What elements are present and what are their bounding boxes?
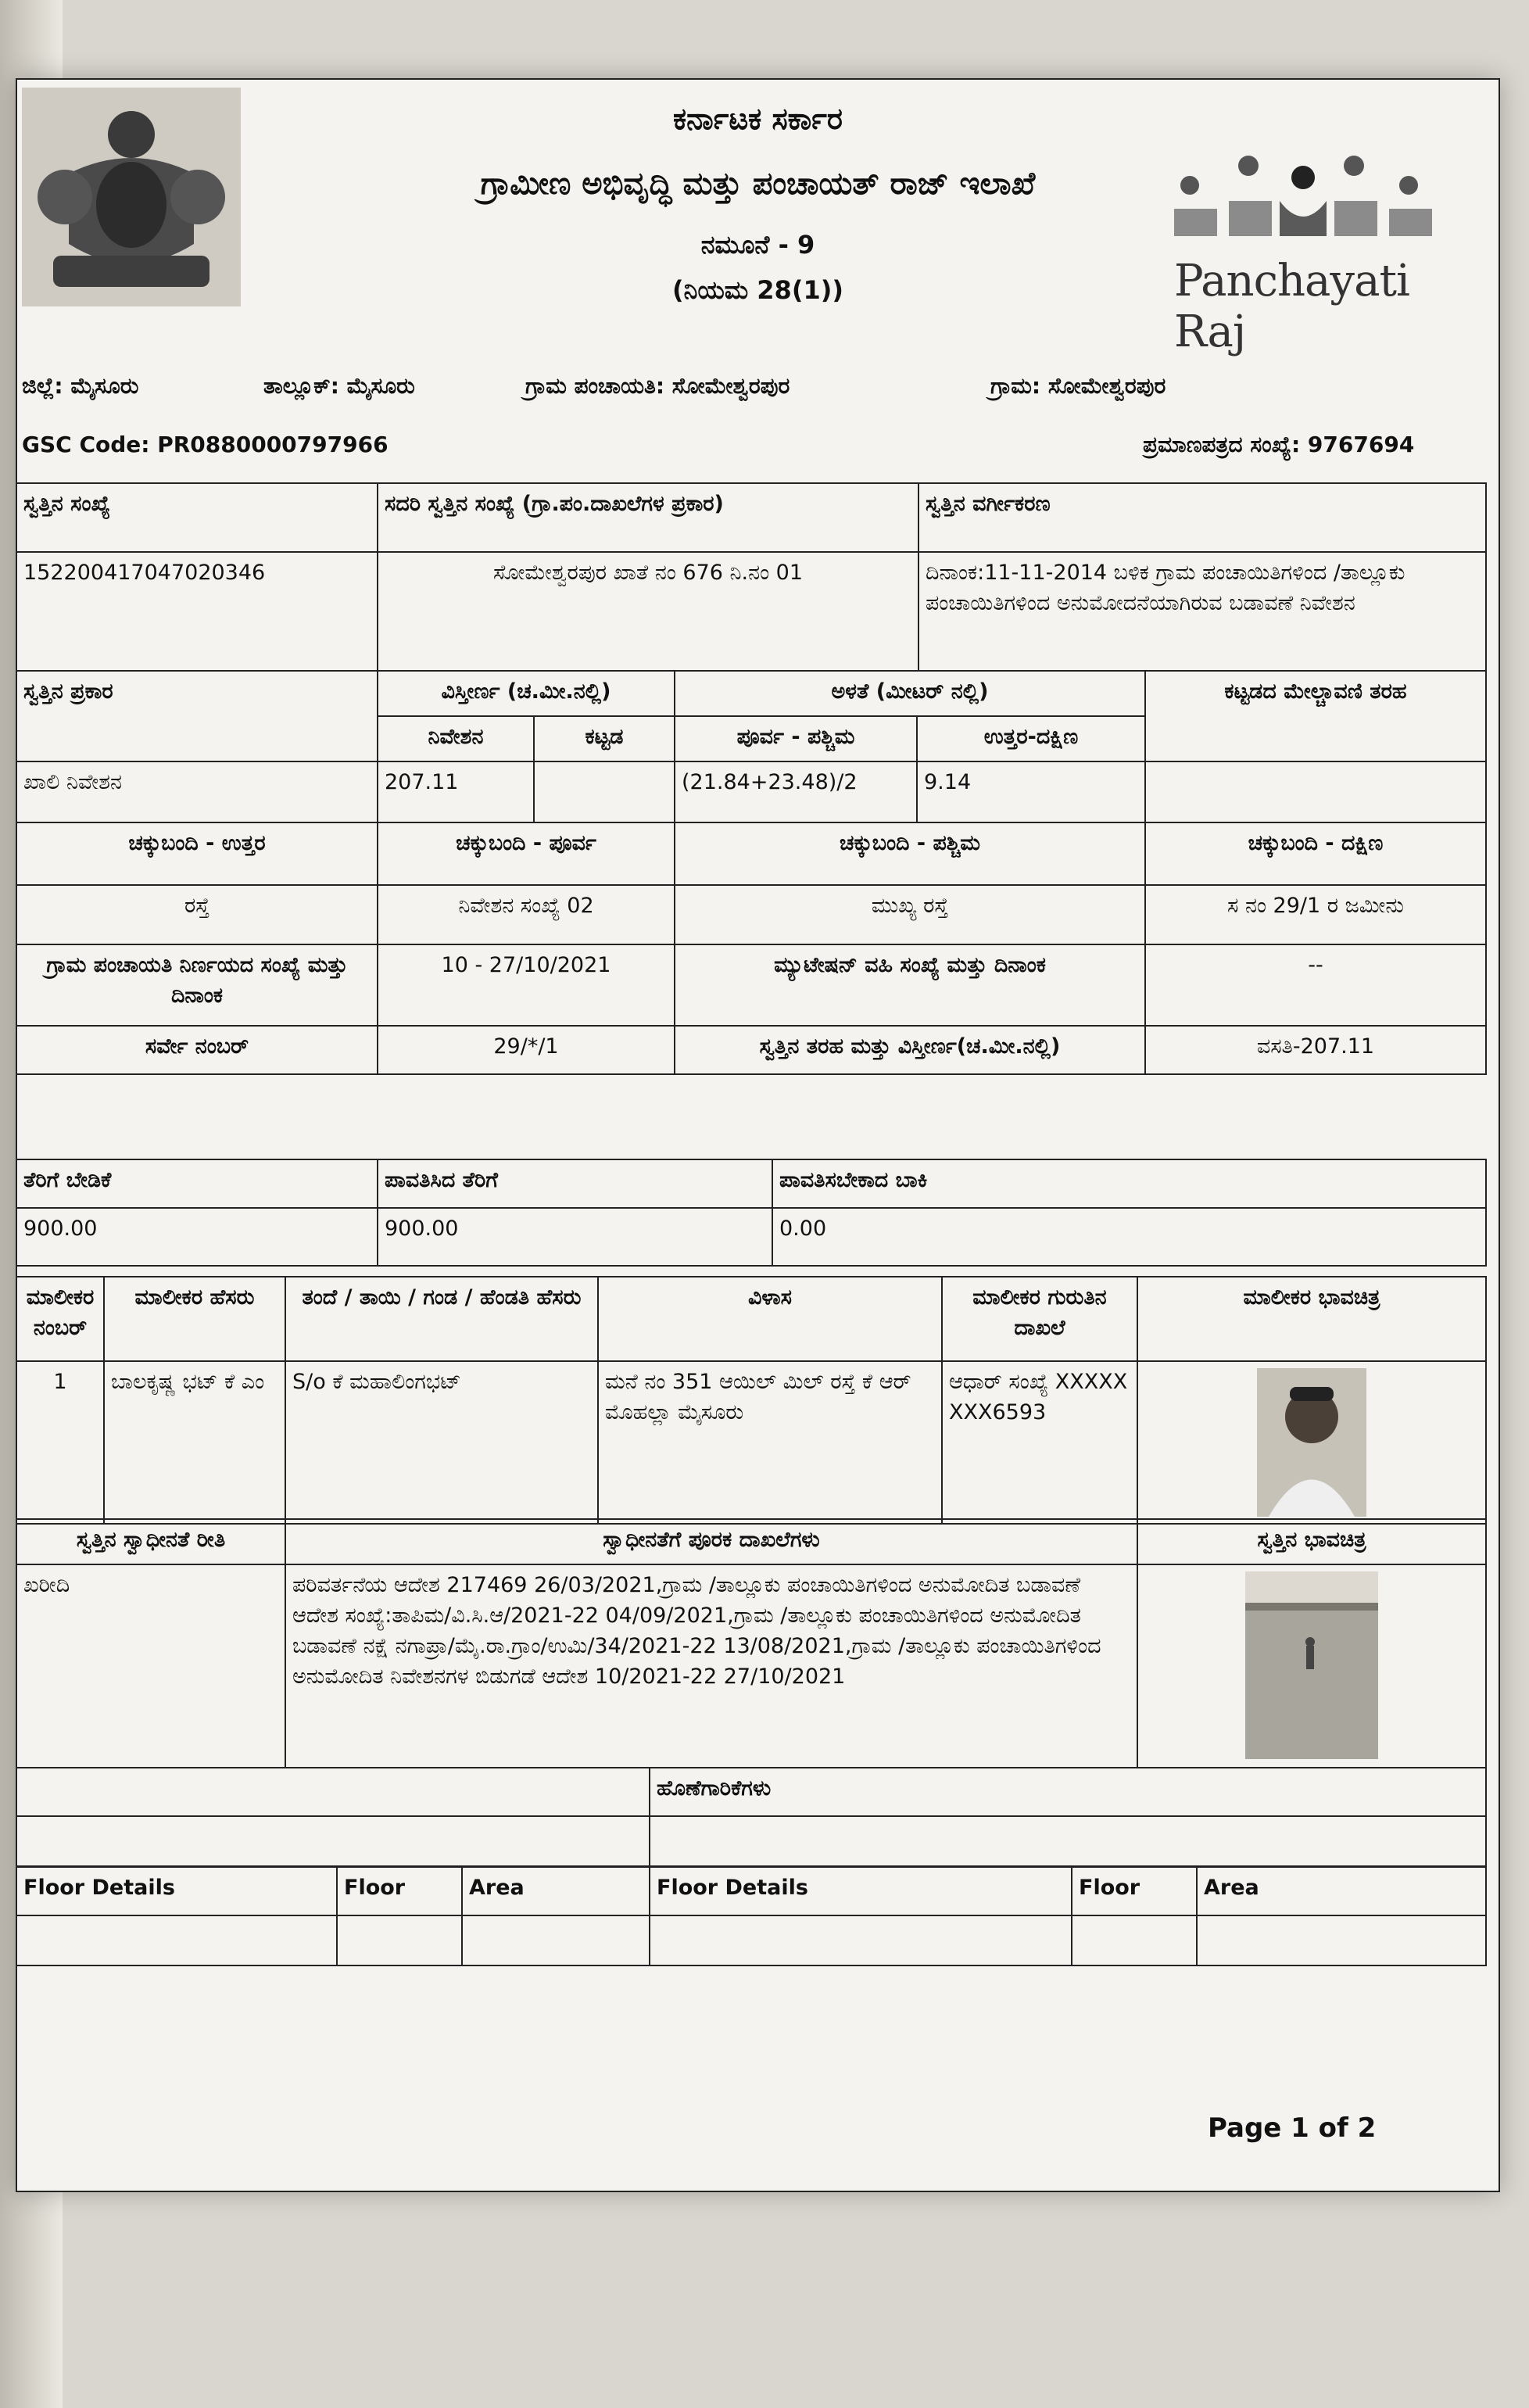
h-north-south: ಉತ್ತರ-ದಕ್ಷಿಣ [917, 716, 1145, 761]
h-area: ವಿಸ್ತೀರ್ಣ (ಚ.ಮೀ.ನಲ್ಲಿ) [378, 671, 675, 716]
h-property-no: ಸ್ವತ್ತಿನ ಸಂಖ್ಯೆ [16, 483, 378, 552]
gp-resolution: 10 - 27/10/2021 [378, 944, 675, 1026]
village: ಗ್ರಾಮ: ಸೋಮೇಶ್ವರಪುರ [990, 373, 1166, 399]
building-area [534, 761, 675, 822]
tax-table [16, 1159, 1487, 1267]
site-area: 207.11 [378, 761, 534, 822]
ownership-method: ಖರೀದಿ [16, 1564, 285, 1768]
district: ಜಿಲ್ಲೆ: ಮೈಸೂರು [22, 373, 139, 399]
area-right [1197, 1915, 1486, 1965]
id-doc: ಆಧಾರ್ ಸಂಖ್ಯೆ XXXXXXXX6593 [942, 1361, 1137, 1524]
gram-panchayat: ಗ್ರಾಮ ಪಂಚಾಯತಿ: ಸೋಮೇಶ್ವರಪುರ [525, 373, 790, 399]
floor-details-left [16, 1915, 337, 1965]
boundary-east: ನಿವೇಶನ ಸಂಖ್ಯೆ 02 [378, 885, 675, 944]
h-area-left: Area [462, 1867, 650, 1915]
tax-due: 0.00 [772, 1208, 1486, 1266]
h-tax-paid: ಪಾವತಿಸಿದ ತೆರಿಗೆ [378, 1159, 772, 1208]
boundary-south: ಸ ನಂ 29/1 ರ ಜಮೀನು [1145, 885, 1486, 944]
h-east-west: ಪೂರ್ವ - ಪಶ್ಚಿಮ [675, 716, 917, 761]
dimensions-table [16, 670, 1487, 1075]
h-liabilities: ಹೊಣೆಗಾರಿಕೆಗಳು [650, 1768, 1486, 1816]
type-area: ವಸತಿ-207.11 [1145, 1026, 1486, 1074]
liabilities-table [16, 1767, 1487, 1867]
h-type: ಸ್ವತ್ತಿನ ಪ್ರಕಾರ [16, 671, 378, 761]
certificate-number: ಪ್ರಮಾಣಪತ್ರದ ಸಂಖ್ಯೆ: 9767694 [1143, 432, 1415, 457]
h-property-photo: ಸ್ವತ್ತಿನ ಭಾವಚಿತ್ರ [1137, 1519, 1486, 1564]
rule-reference: (ನಿಯಮ 28(1)) [672, 275, 843, 305]
department-title: ಗ್ರಾಮೀಣ ಅಭಿವೃದ್ಧಿ ಮತ್ತು ಪಂಚಾಯತ್ ರಾಜ್ ಇಲಾಖೆ [480, 166, 1036, 202]
gsc-code: GSC Code: PR0880000797966 [22, 432, 389, 457]
h-relation: ತಂದೆ / ತಾಯಿ / ಗಂಡ / ಹೆಂಡತಿ ಹೆಸರು [285, 1277, 598, 1361]
logo-text: Panchayati Raj [1174, 256, 1409, 357]
east-west: (21.84+23.48)/2 [675, 761, 917, 822]
liabilities-value [650, 1816, 1486, 1866]
mutation: -- [1145, 944, 1486, 1026]
h-east: ಚಕ್ಕುಬಂದಿ - ಪೂರ್ವ [378, 822, 675, 885]
liabilities-left-value [16, 1816, 650, 1866]
h-floor-right: Floor [1072, 1867, 1197, 1915]
said-property-no: ಸೋಮೇಶ್ವರಪುರ ಖಾತೆ ನಂ 676 ನಿ.ನಂ 01 [378, 552, 918, 671]
h-mutation: ಮ್ಯುಟೇಷನ್ ವಹಿ ಸಂಖ್ಯೆ ಮತ್ತು ದಿನಾಂಕ [675, 944, 1145, 1026]
page-number: Page 1 of 2 [1208, 2112, 1377, 2144]
h-site: ನಿವೇಶನ [378, 716, 534, 761]
h-tax-demand: ತೆರಿಗೆ ಬೇಡಿಕೆ [16, 1159, 378, 1208]
owner-name: ಬಾಲಕೃಷ್ಣ ಭಟ್ ಕೆ ಎಂ [104, 1361, 285, 1524]
tax-paid: 900.00 [378, 1208, 772, 1266]
floor-left [337, 1915, 462, 1965]
h-gp-resolution: ಗ್ರಾಮ ಪಂಚಾಯತಿ ನಿರ್ಣಯದ ಸಂಖ್ಯೆ ಮತ್ತು ದಿನಾಂಕ [16, 944, 378, 1026]
owner-photo [1257, 1368, 1366, 1517]
h-survey: ಸರ್ವೇ ನಂಬರ್ [16, 1026, 378, 1074]
h-west: ಚಕ್ಕುಬಂದಿ - ಪಶ್ಚಿಮ [675, 822, 1145, 885]
owner-photo-cell [1137, 1361, 1486, 1524]
h-south: ಚಕ್ಕುಬಂದಿ - ದಕ್ಷಿಣ [1145, 822, 1486, 885]
land-photo-icon [1245, 1571, 1378, 1759]
people-icon [1155, 111, 1452, 252]
h-tax-due: ಪಾವತಿಸಬೇಕಾದ ಬಾಕಿ [772, 1159, 1486, 1208]
floor-details-right [650, 1915, 1072, 1965]
boundary-west: ಮುಖ್ಯ ರಸ್ತೆ [675, 885, 1145, 944]
h-owner-photo: ಮಾಲೀಕರ ಭಾವಚಿತ್ರ [1137, 1277, 1486, 1361]
h-classification: ಸ್ವತ್ತಿನ ವರ್ಗೀಕರಣ [918, 483, 1486, 552]
h-type-area: ಸ್ವತ್ತಿನ ತರಹ ಮತ್ತು ವಿಸ್ತೀರ್ಣ(ಚ.ಮೀ.ನಲ್ಲಿ) [675, 1026, 1145, 1074]
property-type: ಖಾಲಿ ನಿವೇಶನ [16, 761, 378, 822]
h-floor-details-left: Floor Details [16, 1867, 337, 1915]
north-south: 9.14 [917, 761, 1145, 822]
form-number: ನಮೂನೆ - 9 [700, 230, 815, 260]
h-owner-no: ಮಾಲೀಕರ ನಂಬರ್ [16, 1277, 104, 1361]
property-table [16, 482, 1487, 672]
person-icon [1257, 1368, 1366, 1517]
h-floor-left: Floor [337, 1867, 462, 1915]
liabilities-blank [16, 1768, 650, 1816]
certificate-page [16, 78, 1500, 2192]
h-building: ಕಟ್ಟಡ [534, 716, 675, 761]
state-title: ಕರ್ನಾಟಕ ಸರ್ಕಾರ [673, 102, 843, 136]
ownership-table [16, 1518, 1487, 1768]
property-photo [1245, 1571, 1378, 1759]
classification: ದಿನಾಂಕ:11-11-2014 ಬಳಿಕ ಗ್ರಾಮ ಪಂಚಾಯಿತಿಗಳಿಂದ /ತಾಲ್ಲೂಕು ಪಂಚಾಯಿತಿಗಳಿಂದ ಅನುಮೋದನೆಯಾಗಿರುವ ಬಡಾವಣೆ ನಿವೇಶನ [918, 552, 1486, 671]
h-area-right: Area [1197, 1867, 1486, 1915]
h-owner-name: ಮಾಲೀಕರ ಹೆಸರು [104, 1277, 285, 1361]
roof-type [1145, 761, 1486, 822]
h-north: ಚಕ್ಕುಬಂದಿ - ಉತ್ತರ [16, 822, 378, 885]
address: ಮನೆ ನಂ 351 ಆಯಿಲ್ ಮಿಲ್ ರಸ್ತೆ ಕೆ ಆರ್ ಮೊಹಲ್ಲಾ ಮೈಸೂರು [598, 1361, 942, 1524]
h-address: ವಿಳಾಸ [598, 1277, 942, 1361]
area-left [462, 1915, 650, 1965]
survey-no: 29/*/1 [378, 1026, 675, 1074]
floor-table [16, 1866, 1487, 1966]
owner-table [16, 1276, 1487, 1525]
h-floor-details-right: Floor Details [650, 1867, 1072, 1915]
h-measure: ಅಳತೆ (ಮೀಟರ್ ನಲ್ಲಿ) [675, 671, 1145, 716]
property-no: 152200417047020346 [16, 552, 378, 671]
property-photo-cell [1137, 1564, 1486, 1768]
ownership-docs: ಪರಿವರ್ತನೆಯ ಆದೇಶ 217469 26/03/2021,ಗ್ರಾಮ /ತಾಲ್ಲೂಕು ಪಂಚಾಯಿತಿಗಳಿಂದ ಅನುಮೋದಿತ ಬಡಾವಣೆ ಆದೇಶ ಸಂಖ್ಯೆ:ತಾಪಿಮ/ವಿ.ಸಿ.ಆ/2021-22 04/09/2021,ಗ್ರಾಮ /ತಾಲ್ಲೂಕು ಪಂಚಾಯಿತಿಗಳಿಂದ ಅನುಮೋದಿತ ಬಡಾವಣೆ ನಕ್ಷೆ ನಗಾಪ್ರಾ/ಮೈ.ರಾ.ಗ್ರಾಂ/ಉಮಿ/34/2021-22 13/08/2021,ಗ್ರಾಮ /ತಾಲ್ಲೂಕು ಪಂಚಾಯಿತಿಗಳಿಂದ ಅನುಮೋದಿತ ನಿವೇಶನಗಳ ಬಿಡುಗಡೆ ಆದೇಶ 10/2021-22 27/10/2021 [285, 1564, 1137, 1768]
tax-demand: 900.00 [16, 1208, 378, 1266]
h-ownership-method: ಸ್ವತ್ತಿನ ಸ್ವಾಧೀನತೆ ರೀತಿ [16, 1519, 285, 1564]
h-ownership-docs: ಸ್ವಾಧೀನತೆಗೆ ಪೂರಕ ದಾಖಲೆಗಳು [285, 1519, 1137, 1564]
owner-no: 1 [16, 1361, 104, 1524]
panchayati-raj-logo [1155, 111, 1452, 357]
h-id-doc: ಮಾಲೀಕರ ಗುರುತಿನ ದಾಖಲೆ [942, 1277, 1137, 1361]
boundary-north: ರಸ್ತೆ [16, 885, 378, 944]
relation: S/o ಕೆ ಮಹಾಲಿಂಗಭಟ್ [285, 1361, 598, 1524]
h-roof: ಕಟ್ಟಡದ ಮೇಲ್ಚಾವಣಿ ತರಹ [1145, 671, 1486, 761]
h-said-property-no: ಸದರಿ ಸ್ವತ್ತಿನ ಸಂಖ್ಯೆ (ಗ್ರಾ.ಪಂ.ದಾಖಲೆಗಳ ಪ್ರಕಾರ) [378, 483, 918, 552]
taluk: ತಾಲ್ಲೂಕ್: ಮೈಸೂರು [263, 373, 415, 399]
floor-right [1072, 1915, 1197, 1965]
